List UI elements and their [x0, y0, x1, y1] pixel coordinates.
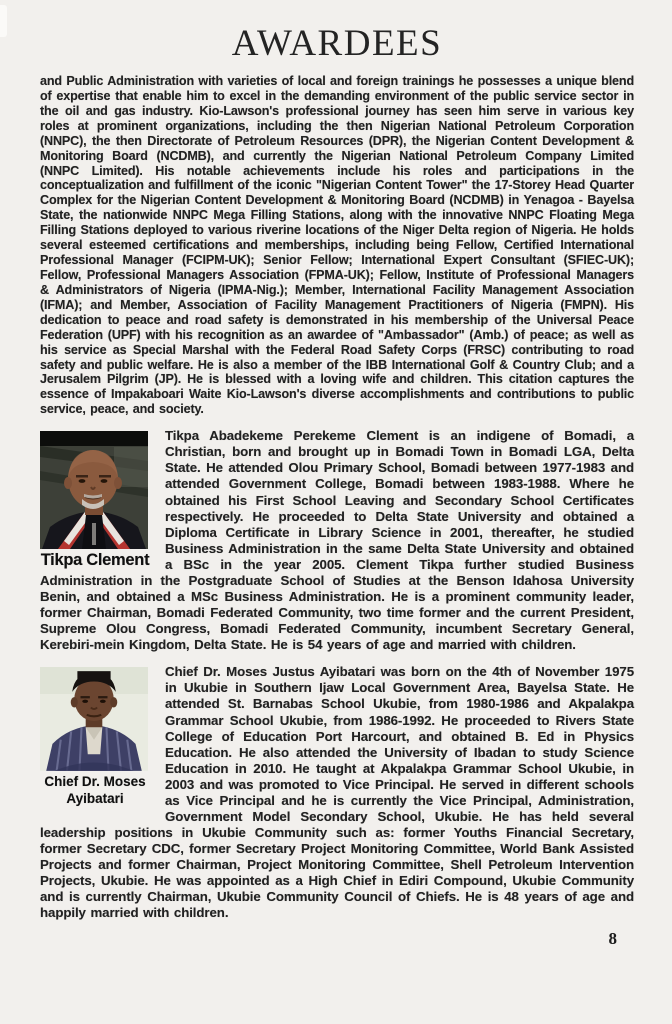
tikpa-clement-photo-block	[40, 431, 150, 570]
moses-ayibatari-caption-line1: Chief Dr. Moses	[44, 774, 146, 790]
tikpa-clement-portrait	[40, 431, 148, 549]
page-number: 8	[608, 929, 617, 948]
moses-ayibatari-caption-line2: Ayibatari	[66, 791, 124, 807]
moses-ayibatari-portrait	[40, 667, 148, 771]
scan-edge-artifact	[0, 5, 7, 37]
intro-paragraph: and Public Administration with varieties of local and foreign trainings he possesses a unique blend of expertise that enable him to excel in the demanding environment of the public service sector in the oil and gas industry. Kio-Lawson's professional journey has seen him serve in various key roles at prominent organizations, including the then Nigerian National Petroleum Corporation (NNPC), the then Directorate of Petroleum Resources (DPR), the Nigerian Content Development & Monitoring Board (NCDMB), and currently the Nigerian National Petroleum Company Limited (NNPC Limited). His notable achievements include his roles and participations in the conceptualization and fulfillment of the iconic "Nigerian Content Tower" the 17-Storey Head Quarter Complex for the Nigerian Content Development & Monitoring Board (NCDMB) in Yenagoa - Bayelsa State, the nationwide NNPC Mega Filling Stations, along with the innovative NNPC Floating Mega Filling Stations deployed to various riverine locations of the Niger Delta region of Nigeria. He holds several esteemed certifications and memberships, including being Fellow, Certified International Professional Manager (FCIPM-UK); Senior Fellow; International Expert Consultant (SFIEC-UK); Fellow, Professional Managers Association (FPMA-UK); Fellow, Institute of Professional Managers & Administrators of Nigeria (IPMA-Nig.); Member, International Facility Management Association (IFMA); and Member, Association of Facility Management Practitioners of Nigeria (FMPN). His dedication to peace and road safety is demonstrated in his membership of the Universal Peace Federation (UPF) with his recognition as an awardee of "Ambassador" (Amb.) of peace; as well as his service as Special Marshal with the Federal Road Safety Corps (FRSC) contributing to road safety and public welfare. He is also a member of the IBB International Golf & Country Club; and a Jerusalem Pilgrim (JP). He is blessed with a loving wife and children. This citation captures the essence of Impakaboari Waite Kio-Lawson's diverse accomplishments and contributions to public service, peace, and society.	[40, 74, 634, 417]
moses-ayibatari-caption	[40, 774, 150, 808]
tikpa-clement-caption: Tikpa Clement	[40, 551, 150, 570]
page-title: AWARDEES	[231, 23, 443, 64]
moses-ayibatari-photo-block	[40, 667, 150, 808]
awardee-section-tikpa-clement	[40, 428, 634, 653]
awardee-section-moses-ayibatari	[40, 664, 634, 921]
moses-ayibatari-bio: Chief Dr. Moses Justus Ayibatari was born on the 4th of November 1975 in Ukubie in Southern Ijaw Local Government Area, Bayelsa State. He attended St. Barnabas School Ukubie, from 1980-1986 and Akpalakpa Grammar School Ukubie, from 1986-1992. He proceeded to Rivers State College of Education Port Harcourt, and obtained B. Ed in Physics Education. He also attended the University of Ibadan to study Science Education in 2010. He taught at Akpalakpa Grammar School Ukubie, in 2003 and was promoted to Vice Principal. He served in different schools as Vice Principal and he is currently the Vice Principal, Administration, Government Model Secondary School, Ukubie. He has held several leadership positions in Ukubie Community such as: former Youths Financial Secretary, former Secretary CDC, former Secretary Project Monitoring Committee, World Bank Assisted Projects and former Chairman, Project Monitoring Committee, Shell Petroleum Intervention Projects, Ukubie. He was appointed as a High Chief in Ediri Compound, Ukubie Community and is currently Chairman, Ukubie Community Council of Chiefs. He is 48 years of age and happily married with children.	[40, 664, 634, 921]
tikpa-clement-bio: Tikpa Abadekeme Perekeme Clement is an indigene of Bomadi, a Christian, born and brought up in Bomadi Town in Bomadi LGA, Delta State. He attended Olou Primary School, Bomadi between 1977-1983 and attended Government College, Bomadi between 1983-1988. Where he obtained his First School Leaving and Secondary School Certificates respectively. He proceeded to Delta State University and obtained a Diploma Certificate in Library Science in 2001, thereafter, he studied Business Administration in the same Delta State University and obtained a BSc in the year 2005. Clement Tikpa further studied Business Administration in the Postgraduate School of Studies at the Benson Idahosa University Benin, and obtained a MSc Business Administration. He is a prominent community leader, former Chairman, Bomadi Federated Community, two time former and the current President, Supreme Olou Congress, Bomadi Federated Community, incumbent Secretary General, Kerebiri-mein Kingdom, Delta State. He is 54 years of age and married with children.	[40, 428, 634, 653]
